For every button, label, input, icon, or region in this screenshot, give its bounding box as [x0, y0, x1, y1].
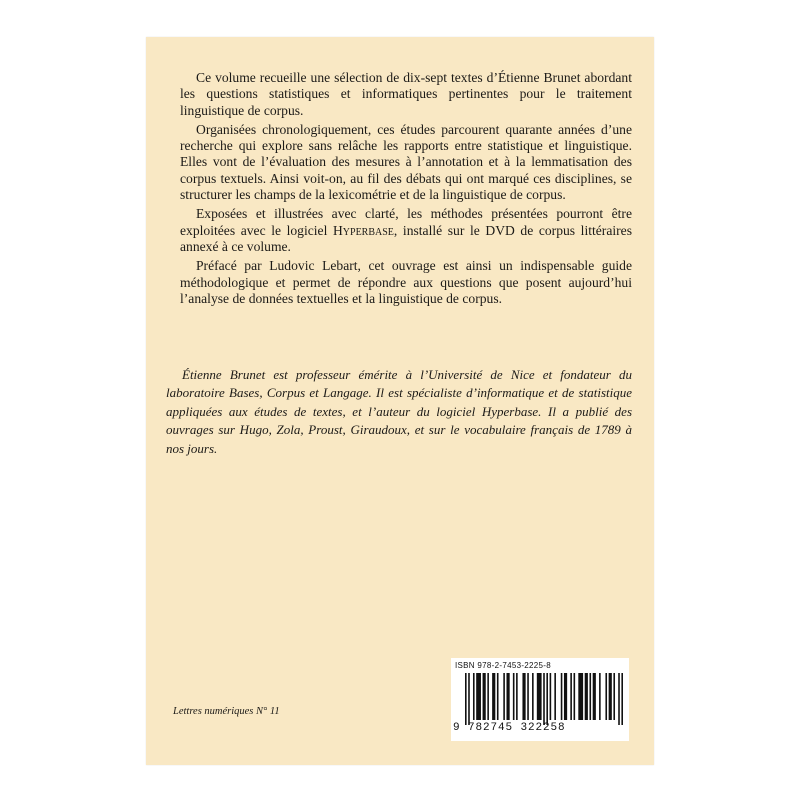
- barcode-bar: [497, 673, 499, 720]
- barcode-bar: [483, 673, 486, 720]
- barcode-bar: [613, 673, 615, 720]
- barcode-bar: [585, 673, 588, 720]
- blurb-paragraph-3-start: Exposées et illustrées avec clarté, les méthodes présentées pourront être exploitées avec le logiciel: [180, 206, 632, 238]
- author-bio: [166, 366, 632, 458]
- author-bio-text: Étienne Brunet est professeur émérite à l’Université de Nice et fondateur du laboratoire Bases, Corpus et Langage. Il est spécialiste d’informatique et de statistique appliquées aux études de textes, et l’auteur du logiciel Hyperbase. Il a publié des ouvrages sur Hugo, Zola, Proust, Giraudoux, et sur le vocabulaire français de 1789 à nos jours.: [166, 367, 632, 456]
- barcode-digits: 9 782745 322258: [453, 722, 566, 734]
- barcode-bar: [561, 673, 563, 720]
- barcode-bar: [537, 673, 542, 720]
- barcode-bar: [605, 673, 607, 720]
- barcode-bar: [503, 673, 505, 720]
- barcode-icon: [465, 673, 623, 725]
- barcode-bar: [468, 673, 470, 725]
- isbn-barcode: [451, 658, 629, 741]
- barcode-bar: [465, 673, 467, 725]
- blurb-paragraph-3: [180, 206, 632, 255]
- book-back-cover: [146, 37, 654, 765]
- isbn-label: ISBN 978-2-7453-2225-8: [455, 661, 551, 670]
- barcode-bar: [574, 673, 576, 720]
- blurb-paragraph-3-end: , installé sur le DVD de corpus littéraires annexé à ce volume.: [180, 222, 632, 254]
- blurb-paragraph-1: Ce volume recueille une sélection de dix-sept textes d’Étienne Brunet abordant les questions statistiques et informatiques pertinentes pour le traitement linguistique de corpus.: [180, 70, 632, 118]
- blurb-text: [180, 70, 632, 310]
- barcode-bar: [513, 673, 515, 720]
- barcode-bar: [621, 673, 623, 725]
- blurb-paragraph-2: Organisées chronologiquement, ces études parcourent quarante années d’une recherche qui explore sans relâche les rapports entre statistique et linguistique. Elles vont de l’évaluation des mesures à l’annotation et à la lemmatisation des corpus textuels. Ainsi voit-on, au fil des débats qui ont marqué ces disciplines, se structurer les champs de la lexicométrie et de la linguistique de corpus.: [180, 121, 632, 203]
- barcode-bar: [589, 673, 591, 720]
- barcode-bar: [487, 673, 489, 720]
- barcode-bar: [546, 673, 548, 725]
- barcode-bar: [492, 673, 495, 720]
- barcode-bar: [506, 673, 509, 720]
- barcode-bar: [599, 673, 601, 720]
- barcode-bar: [522, 673, 525, 720]
- barcode-bar: [516, 673, 518, 720]
- barcode-bar: [570, 673, 572, 720]
- barcode-bar: [476, 673, 481, 720]
- barcode-bar: [473, 673, 475, 720]
- barcode-bar: [527, 673, 529, 720]
- software-name: Hyperbase: [332, 222, 394, 238]
- barcode-bar: [550, 673, 552, 720]
- series-label: Lettres numériques N° 11: [173, 706, 280, 717]
- barcode-bar: [532, 673, 534, 720]
- barcode-bar: [554, 673, 556, 720]
- barcode-bar: [593, 673, 596, 720]
- barcode-bar: [609, 673, 612, 720]
- barcode-bar: [564, 673, 567, 720]
- barcode-bar: [578, 673, 583, 720]
- barcode-bar: [618, 673, 620, 725]
- blurb-paragraph-4: Préfacé par Ludovic Lebart, cet ouvrage est ainsi un indispensable guide méthodologique et permet de répondre aux questions que posent aujourd’hui l’analyse de données textuelles et la linguistique de corpus.: [180, 258, 632, 306]
- barcode-bar: [543, 673, 545, 725]
